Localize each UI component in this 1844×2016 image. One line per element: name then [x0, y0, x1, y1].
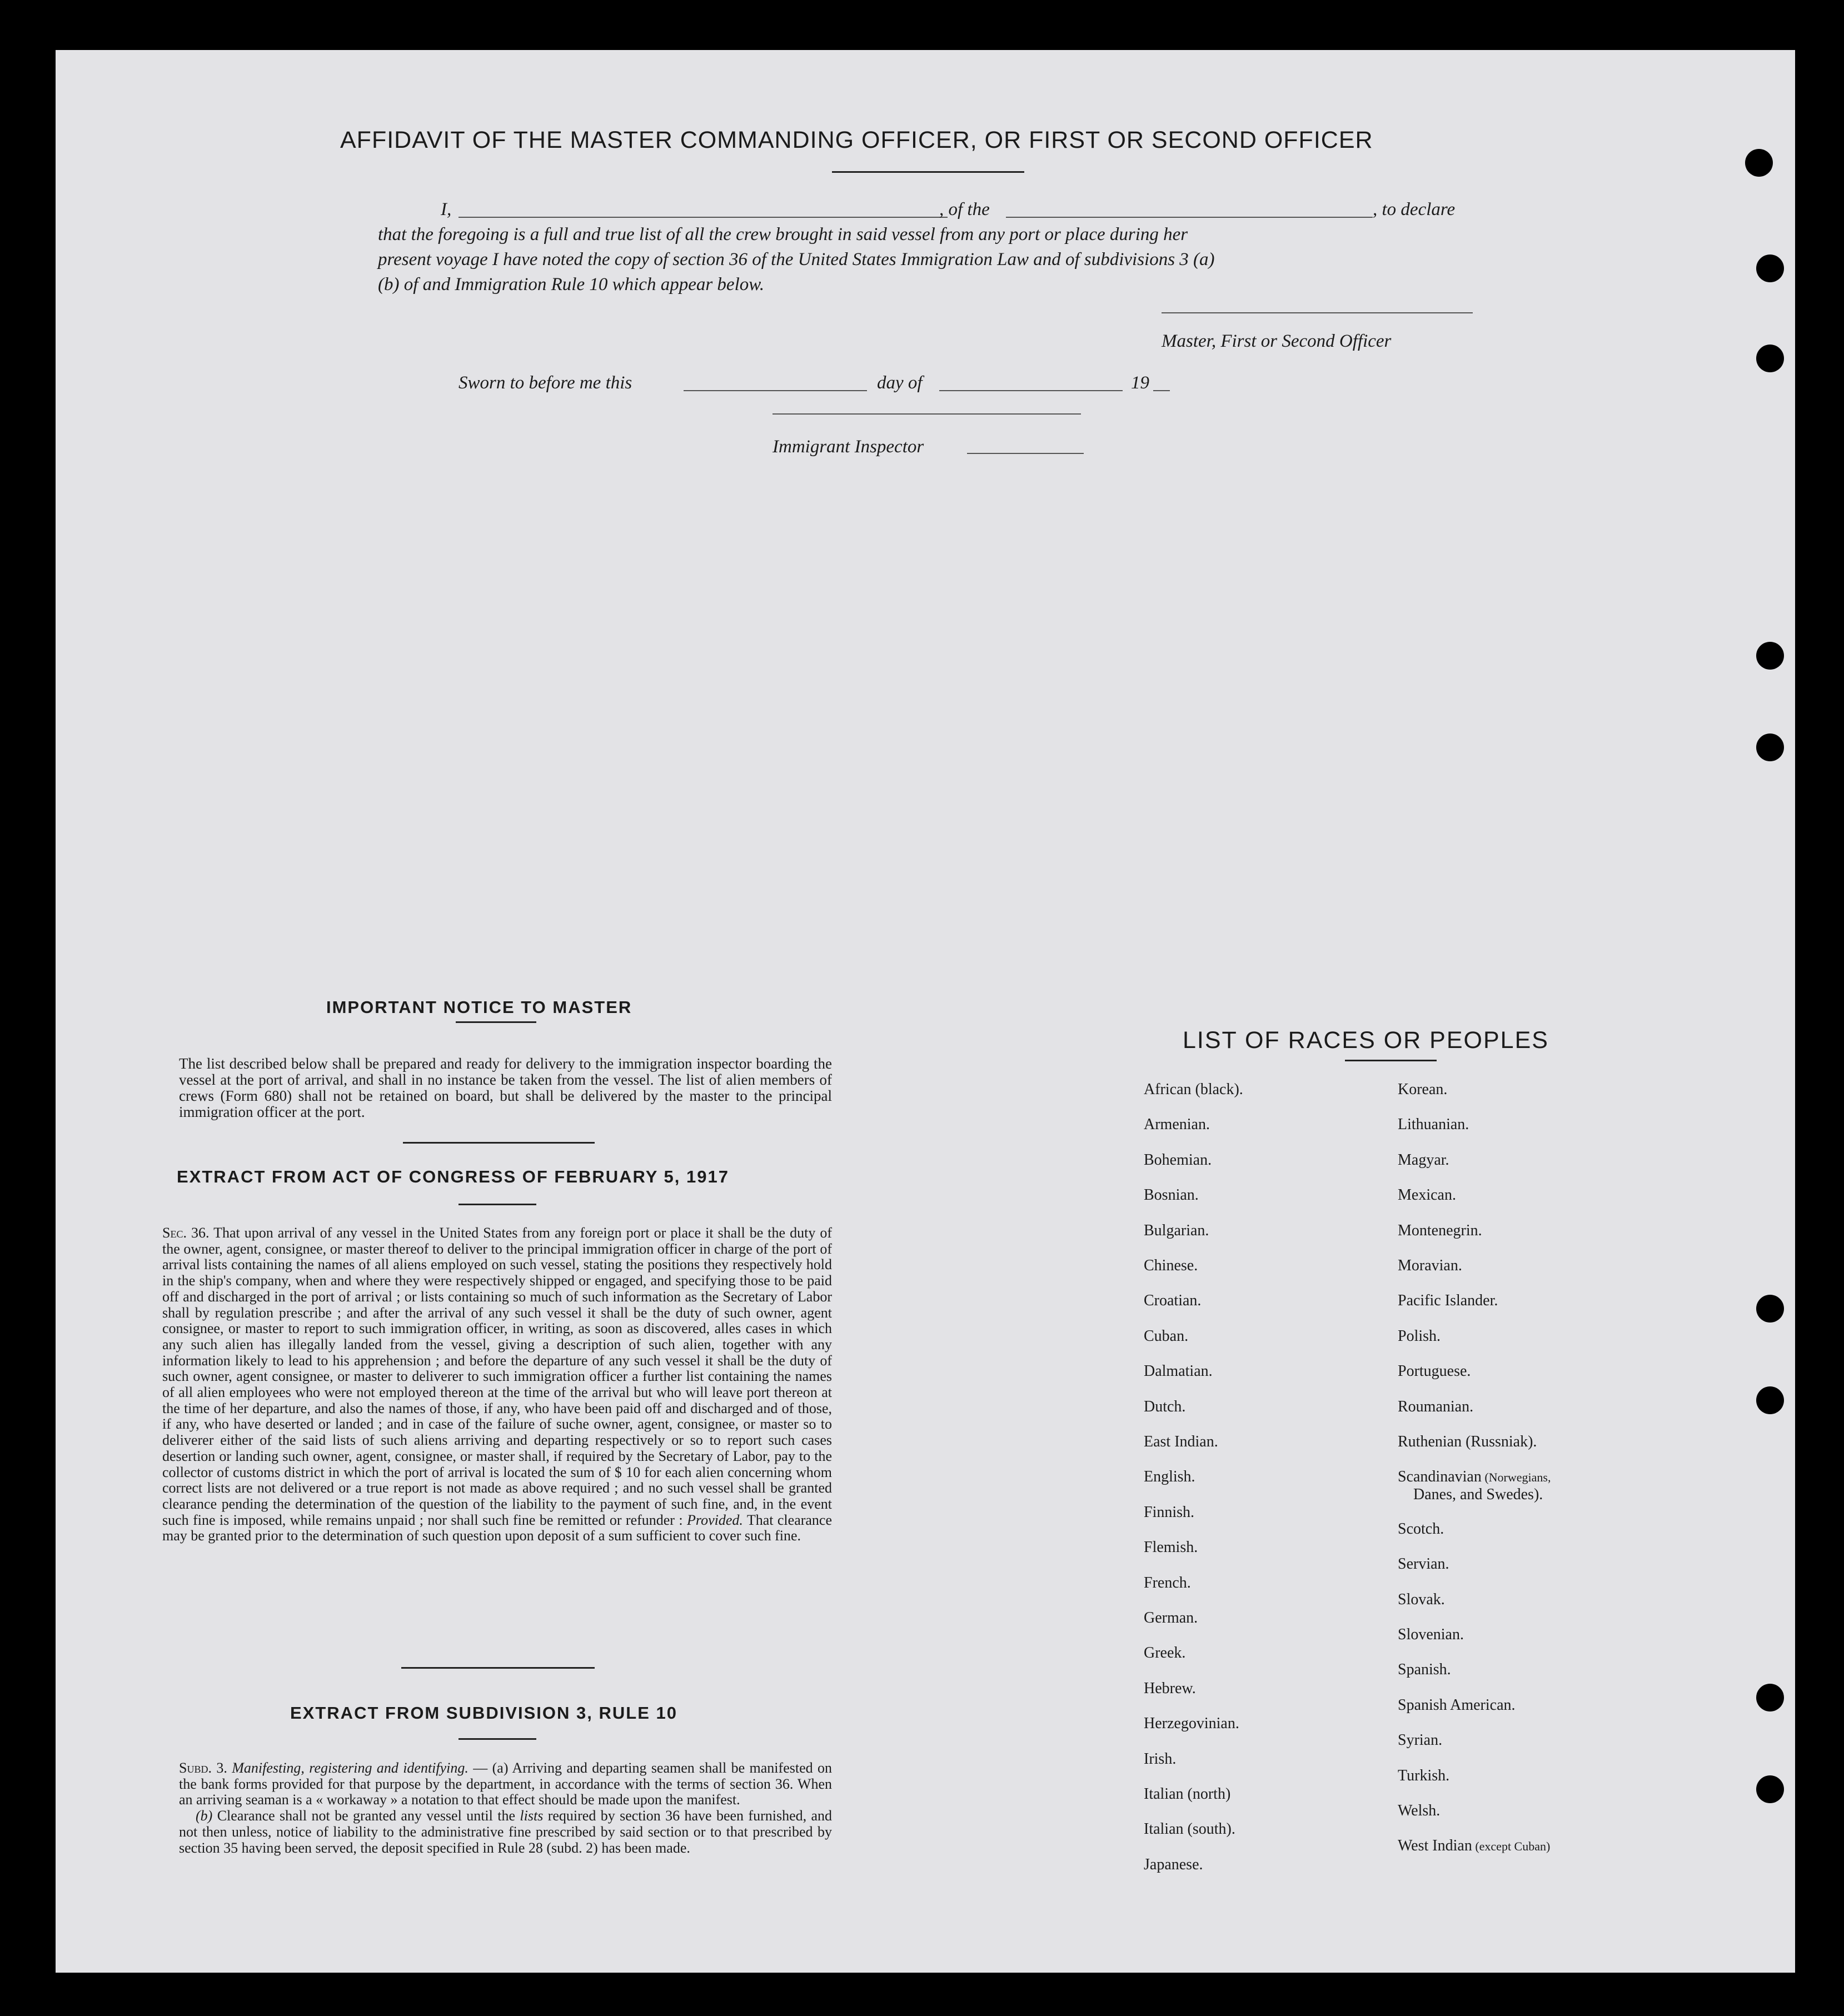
race-item: Dutch. — [1144, 1398, 1186, 1415]
race-item: Spanish American. — [1398, 1696, 1516, 1714]
sworn-year-line[interactable] — [1153, 390, 1170, 391]
act-text — [162, 1225, 832, 1544]
race-item: Dalmatian. — [1144, 1363, 1213, 1380]
race-item: Armenian. — [1144, 1116, 1210, 1134]
binder-hole — [1756, 1386, 1784, 1414]
para-a-text: — (a) Arriving and departing seamen shall be manifested on the bank forms provided for that purpose by the department, in accordance with the terms of section 36. When an arriving seaman is a « workaway » a notation to that effect should be made upon the manifest. — [179, 1760, 832, 1808]
race-item: Italian (north) — [1144, 1785, 1231, 1803]
subd-heading: Manifesting, registering and identifying. — [232, 1760, 469, 1776]
race-item: Ruthenian (Russniak). — [1398, 1433, 1537, 1450]
race-item: Bulgarian. — [1144, 1221, 1209, 1239]
para-b-label: (b) — [196, 1808, 213, 1824]
race-item: Hebrew. — [1144, 1679, 1196, 1697]
proviso-text: That clearance may be granted prior to the determination of such question upon deposit of a sum sufficient to cover such fine. — [162, 1511, 833, 1544]
name-blank-line[interactable] — [458, 217, 948, 218]
act-divider — [401, 1667, 595, 1669]
race-item: Polish. — [1398, 1327, 1441, 1345]
notice-title: IMPORTANT NOTICE TO MASTER — [326, 997, 632, 1017]
race-item: Chinese. — [1144, 1257, 1198, 1274]
race-item: Portuguese. — [1398, 1363, 1471, 1380]
vessel-blank-line[interactable] — [1006, 217, 1373, 218]
inspector-label: Immigrant Inspector — [773, 437, 924, 457]
race-item: Japanese. — [1144, 1855, 1203, 1873]
sec-label: Sec. 36. — [162, 1225, 210, 1241]
race-item: Slovak. — [1398, 1590, 1445, 1608]
binder-hole — [1756, 1684, 1784, 1711]
year-label: 19 — [1131, 373, 1149, 393]
race-note: (except Cuban) — [1472, 1839, 1551, 1854]
race-item: Greek. — [1144, 1644, 1186, 1662]
para-b-text-1: Clearance shall not be granted any vessel until the — [217, 1808, 516, 1824]
rule-title: EXTRACT FROM SUBDIVISION 3, RULE 10 — [290, 1703, 677, 1723]
title-underline — [832, 171, 1024, 173]
affidavit-line-4: (b) of and Immigration Rule 10 which appear below. — [378, 275, 765, 295]
race-item: Lithuanian. — [1398, 1116, 1469, 1134]
affidavit-title: AFFIDAVIT OF THE MASTER COMMANDING OFFICER, OR FIRST OR SECOND OFFICER — [340, 127, 1373, 153]
race-item: English. — [1144, 1468, 1195, 1486]
binder-hole — [1756, 642, 1784, 670]
race-item: Korean. — [1398, 1081, 1448, 1098]
sworn-label: Sworn to before me this — [458, 373, 632, 393]
race-item: Bohemian. — [1144, 1151, 1212, 1169]
race-item: Bosnian. — [1144, 1186, 1199, 1204]
inspector-trailing-line — [967, 453, 1084, 454]
rule-para-b — [179, 1808, 832, 1856]
race-item: Moravian. — [1398, 1257, 1462, 1274]
race-note: (Norwegians, — [1481, 1470, 1551, 1485]
race-item: Finnish. — [1144, 1503, 1195, 1521]
race-item: Mexican. — [1398, 1186, 1456, 1204]
races-underline — [1345, 1060, 1437, 1061]
race-item: Croatian. — [1144, 1292, 1202, 1310]
notice-paragraph: The list described below shall be prepared and ready for delivery to the immigration inspector boarding the vessel at the port of arrival, and shall in no instance be taken from the vessel. The list of alien members of crews (Form 680) shall not be retained on board, but shall be delivered by the master to the principal immigration officer at the port. — [179, 1055, 832, 1120]
race-item: Scandinavian (Norwegians, Danes, and Swedes). — [1398, 1468, 1551, 1504]
race-item: Welsh. — [1398, 1802, 1441, 1819]
act-paragraph — [162, 1225, 832, 1544]
race-item: Servian. — [1398, 1555, 1449, 1573]
affidavit-of-the: , of the — [939, 199, 990, 219]
act-body: That upon arrival of any vessel in the United States from any foreign port or place it shall be the duty of the owner, agent, consignee, or master thereof to deliver to the principal immigration officer in charge of the port of arrival lists containing the names of all aliens employed on such vessel, stating the positions they respectively hold in the ship's company, when and where they were respectively shipped or engaged, and specifying those to be paid off and discharged in the port of arrival ; or lists containing so much of such information as the Secretary of Labor shall by regulation prescribe ; and after the arrival of any such vessel it shall be the duty of such owner, agent consignee, or master to report to such immigration officer, in writing, as soon as discovered, alles cases in which any such alien has illegally landed from the vessel, giving a description of such alien, together with any information likely to lead to his apprehension ; and before the departure of any such vessel it shall be the duty of such owner, agent consignee, or master to deliverer to such immigration officer a further list containing the names of all alien employees who were not employed thereon at the time of the arrival but who will leave port thereon at the time of her departure, and also the names of those, if any, who have been paid off and discharged and of those, if any, who have deserted or landed ; and in case of the failure of suche owner, agent, consignee, or master so to deliverer either of the said lists of such aliens arriving and departing respectively or so to report such cases desertion or landing such owner, agent, consignee, or master shall, if required by the Secretary of Labor, pay to the collector of customs district in which the port of arrival is located the sum of $ 10 for each alien concerning whom correct lists are not delivered or a true report is not made as above required ; and no such vessel shall be granted clearance pending the determination of the question of the liability to the payment of such fine, and, in the event such fine is imposed, while remains unpaid ; nor shall such fine be remitted or refunder : — [162, 1225, 832, 1528]
race-item: German. — [1144, 1609, 1198, 1626]
proviso-label: Provided. — [687, 1511, 743, 1528]
binder-hole — [1756, 255, 1784, 282]
notice-underline — [456, 1021, 536, 1023]
race-item: Scotch. — [1398, 1520, 1444, 1538]
binder-hole — [1756, 345, 1784, 372]
binder-hole — [1756, 1295, 1784, 1323]
day-of-label: day of — [877, 373, 923, 393]
para-b-lists: lists — [520, 1808, 544, 1824]
rule-underline — [458, 1738, 536, 1740]
races-title: LIST OF RACES OR PEOPLES — [1183, 1027, 1549, 1054]
race-item: West Indian (except Cuban) — [1398, 1837, 1551, 1855]
affidavit-i: I, — [441, 199, 452, 219]
para-b-text-2: required by section 36 have been furnished, and not then unless, notice of liability to the administrative fine prescribed by said section or to that prescribed by section 35 having been served, the deposit specified in Rule 28 (subd. 2) has been made. — [179, 1808, 833, 1856]
act-underline — [458, 1204, 536, 1205]
race-item: Magyar. — [1398, 1151, 1449, 1169]
race-item: African (black). — [1144, 1081, 1243, 1098]
binder-hole — [1745, 149, 1773, 177]
master-signature-line[interactable] — [1162, 312, 1473, 313]
race-item: Syrian. — [1398, 1731, 1443, 1749]
race-item: Spanish. — [1398, 1661, 1451, 1679]
affidavit-line-2: that the foregoing is a full and true list of all the crew brought in said vessel from any port or place during her — [378, 224, 1188, 244]
binder-hole — [1756, 1775, 1784, 1803]
race-item: Slovenian. — [1398, 1626, 1464, 1643]
race-item: Italian (south). — [1144, 1820, 1235, 1838]
master-label: Master, First or Second Officer — [1162, 331, 1392, 351]
race-item: Roumanian. — [1398, 1398, 1474, 1415]
affidavit-line-3: present voyage I have noted the copy of section 36 of the United States Immigration Law and of subdivisions 3 (a) — [378, 249, 1215, 270]
document-page — [56, 50, 1795, 1973]
race-item: Turkish. — [1398, 1767, 1450, 1784]
notice-text — [179, 1056, 832, 1120]
notice-divider — [403, 1142, 595, 1144]
subd-label: Subd. 3. — [179, 1760, 227, 1776]
binder-hole — [1756, 733, 1784, 761]
race-item: East Indian. — [1144, 1433, 1218, 1450]
race-item: Irish. — [1144, 1750, 1177, 1768]
race-item: French. — [1144, 1574, 1191, 1591]
race-item: Flemish. — [1144, 1539, 1198, 1556]
sworn-month-line[interactable] — [939, 390, 1123, 391]
inspector-signature-line[interactable] — [773, 413, 1081, 415]
act-title: EXTRACT FROM ACT OF CONGRESS OF FEBRUARY 5, 1917 — [177, 1167, 729, 1186]
sworn-day-line[interactable] — [684, 390, 867, 391]
race-item: Herzegovinian. — [1144, 1715, 1239, 1733]
race-item: Montenegrin. — [1398, 1221, 1482, 1239]
race-item: Cuban. — [1144, 1327, 1189, 1345]
race-note: Danes, and Swedes). — [1413, 1486, 1543, 1504]
rule-text — [179, 1760, 832, 1856]
rule-para-a — [179, 1760, 832, 1808]
affidavit-to-declare: , to declare — [1373, 199, 1456, 219]
race-item: Pacific Islander. — [1398, 1292, 1498, 1310]
